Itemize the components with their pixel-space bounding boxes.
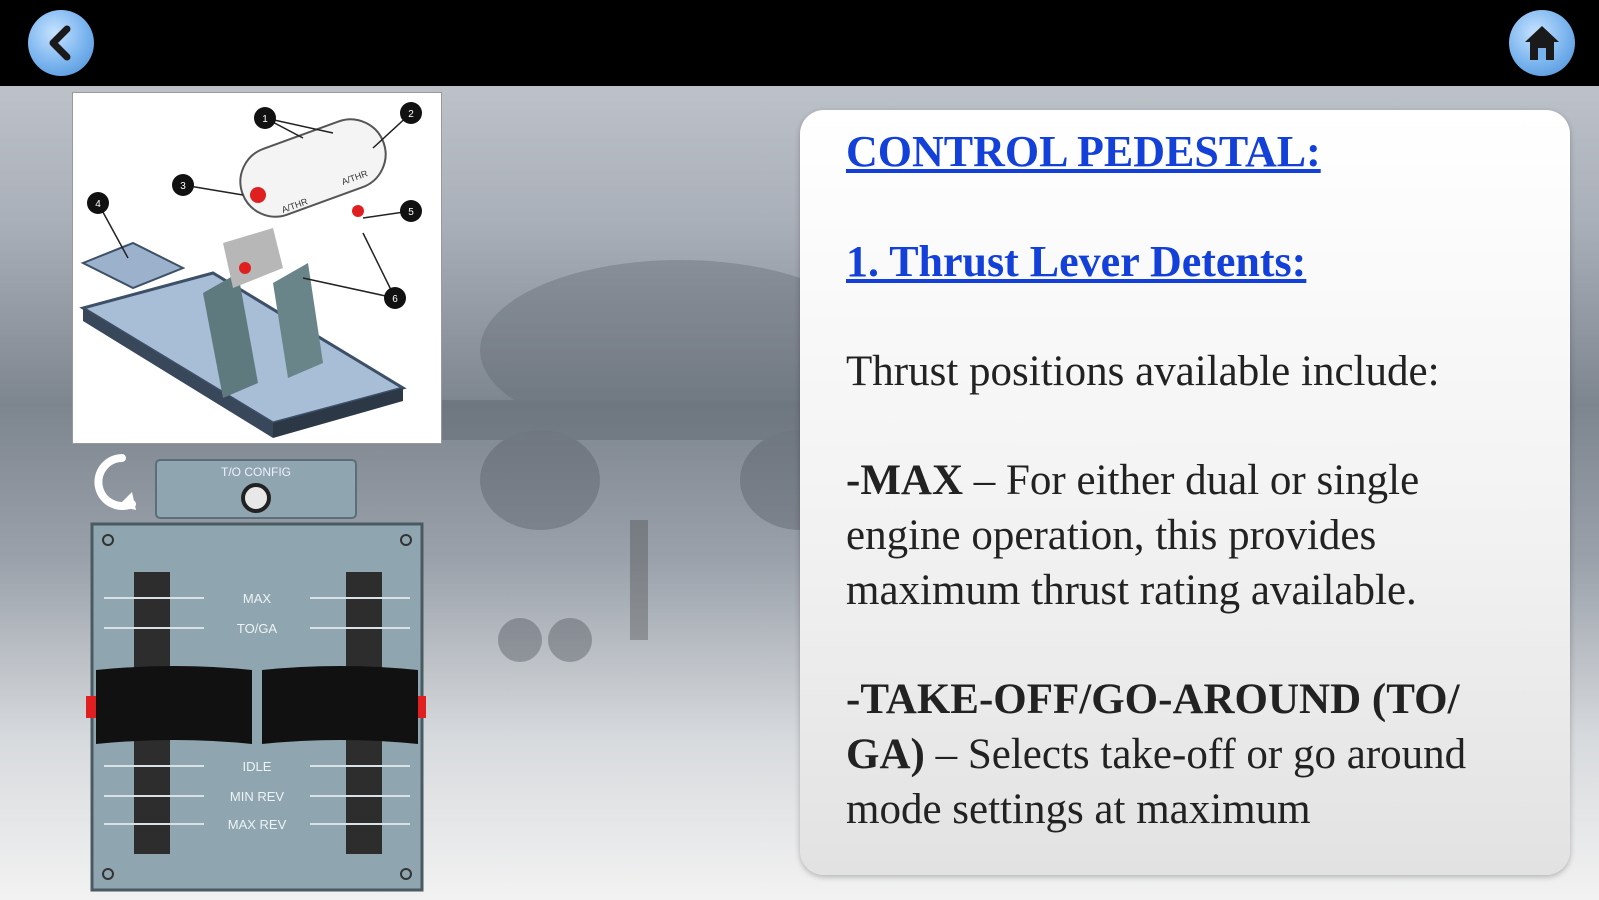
title-link[interactable]: CONTROL PEDESTAL: [846, 127, 1321, 176]
item-max [846, 453, 1546, 618]
item-max-sep: – [963, 457, 1007, 504]
callout-5: 5 [408, 207, 414, 218]
detent-min-rev: MIN REV [229, 789, 285, 804]
config-label: T/O CONFIG [221, 465, 291, 479]
diagram-label-1: A/THR [280, 196, 310, 215]
item-max-desc-2: engine operation, this provides [846, 512, 1377, 559]
intro-text: Thrust positions available include: [846, 348, 1440, 395]
content-body [846, 120, 1546, 837]
item-max-desc-3: maximum thrust rating available. [846, 567, 1417, 614]
thrust-lever-panel [84, 448, 444, 894]
detent-idle: IDLE [242, 759, 272, 774]
detent-max: MAX [242, 591, 272, 606]
detent-toga: TO/GA [236, 621, 278, 636]
subtitle-link[interactable]: 1. Thrust Lever Detents: [846, 237, 1307, 286]
item-toga-term-1: -TAKE-OFF/GO-AROUND (TO/ [846, 676, 1460, 723]
item-toga-desc-2: mode settings at maximum [846, 786, 1311, 833]
thrust-lever-illustration [73, 93, 441, 443]
thrust-lever-diagram [72, 92, 442, 444]
diagram-label-2: A/THR [340, 168, 370, 187]
item-toga-desc-1: Selects take-off or go around [967, 731, 1467, 778]
item-max-desc-1: For either dual or single [1006, 457, 1420, 504]
to-config-button[interactable] [243, 485, 269, 511]
item-toga [846, 672, 1546, 837]
home-icon [1521, 22, 1563, 64]
thrust-lever-right[interactable] [262, 666, 426, 744]
detent-max-rev: MAX REV [227, 817, 287, 832]
chevron-left-icon [41, 23, 81, 63]
item-toga-sep: – [924, 731, 968, 778]
thrust-lever-left[interactable] [86, 666, 252, 744]
item-max-term: -MAX [846, 457, 964, 504]
callout-3: 3 [180, 181, 186, 192]
callout-6: 6 [392, 294, 398, 305]
back-button[interactable] [28, 10, 94, 76]
callout-2: 2 [408, 109, 414, 120]
item-toga-term-2: GA) [846, 731, 925, 778]
top-bar [0, 0, 1599, 86]
content-card [800, 110, 1570, 875]
home-button[interactable] [1509, 10, 1575, 76]
callout-1: 1 [262, 114, 268, 125]
callout-4: 4 [95, 199, 101, 210]
